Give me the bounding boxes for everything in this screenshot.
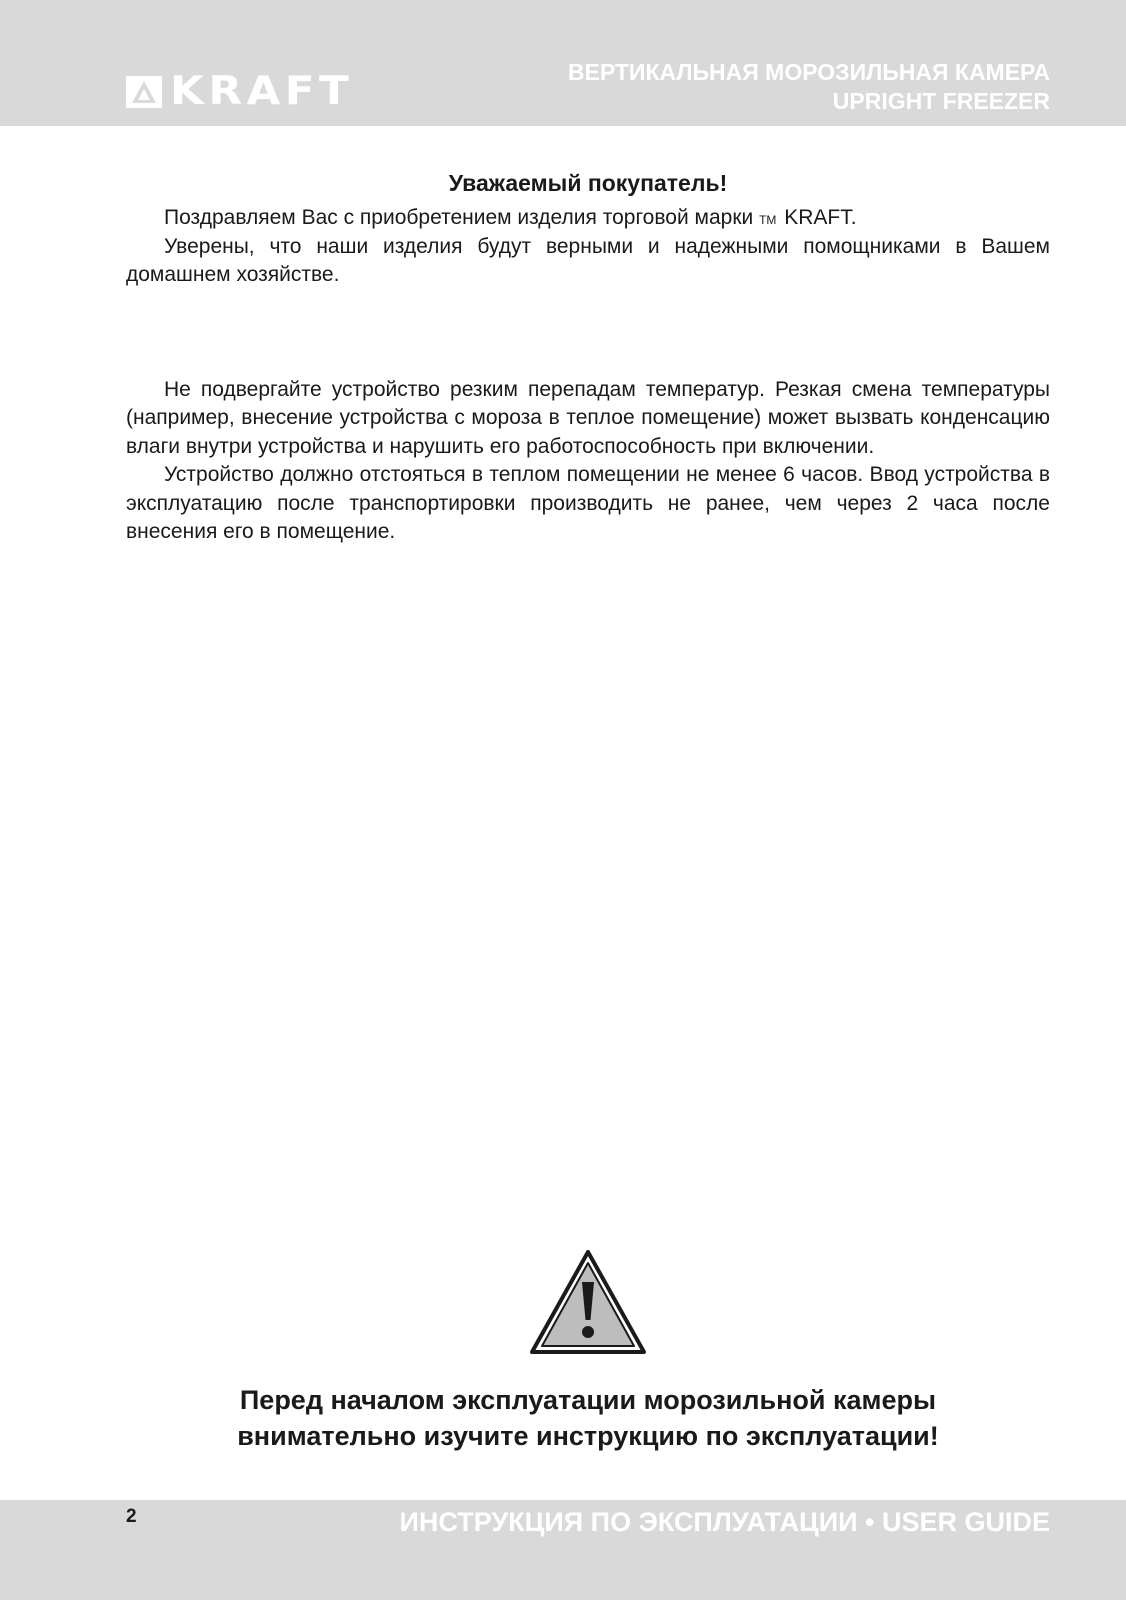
paragraph-congratulations-text: Поздравляем Вас с приобретением изделия торговой марки bbox=[164, 206, 760, 229]
brand-logo bbox=[126, 69, 354, 114]
warning-triangle-icon bbox=[528, 1248, 648, 1358]
paragraph-acclimatization: Устройство должно отстояться в теплом помещении не менее 6 часов. Ввод устройства в эксплуатацию после транспортировки производить не ранее, чем через 2 часа после внесения его в помещение. bbox=[126, 463, 1050, 543]
warning-line-2: внимательно изучите инструкцию по эксплуатации! bbox=[237, 1421, 939, 1451]
paragraph-congratulations bbox=[126, 204, 1050, 233]
page-header bbox=[0, 0, 1126, 126]
paragraph-confidence: Уверены, что наши изделия будут верными и надежными помощниками в Вашем домашнем хозяйстве. bbox=[126, 234, 1050, 286]
trademark-sign: TM bbox=[759, 213, 777, 227]
brand-logo-mark-icon bbox=[126, 76, 162, 108]
brand-name: KRAFT bbox=[170, 69, 354, 114]
title-russian: ВЕРТИКАЛЬНАЯ МОРОЗИЛЬНАЯ КАМЕРА bbox=[567, 59, 1050, 85]
warning-line-1: Перед началом эксплуатации морозильной камеры bbox=[239, 1385, 937, 1415]
title-english: UPRIGHT FREEZER bbox=[832, 88, 1050, 114]
footer-title: ИНСТРУКЦИЯ ПО ЭКСПЛУАТАЦИИ • USER GUIDE bbox=[399, 1507, 1050, 1537]
paragraph-temperature-warning: Не подвергайте устройство резким перепадам температур. Резкая смена температуры (например, внесение устройства с мороза в теплое помещение) может вызвать конденсацию влаги внутри устройства и нарушить его работоспособность при включении. bbox=[126, 377, 1050, 458]
paragraph-congratulations-brand: KRAFT. bbox=[778, 206, 857, 229]
document-title bbox=[568, 58, 1050, 116]
read-manual-warning bbox=[126, 1382, 1050, 1454]
greeting-heading: Уважаемый покупатель! bbox=[448, 170, 728, 196]
spacer bbox=[126, 290, 1050, 376]
page-number: 2 bbox=[126, 1506, 137, 1527]
main-content bbox=[126, 168, 1050, 547]
